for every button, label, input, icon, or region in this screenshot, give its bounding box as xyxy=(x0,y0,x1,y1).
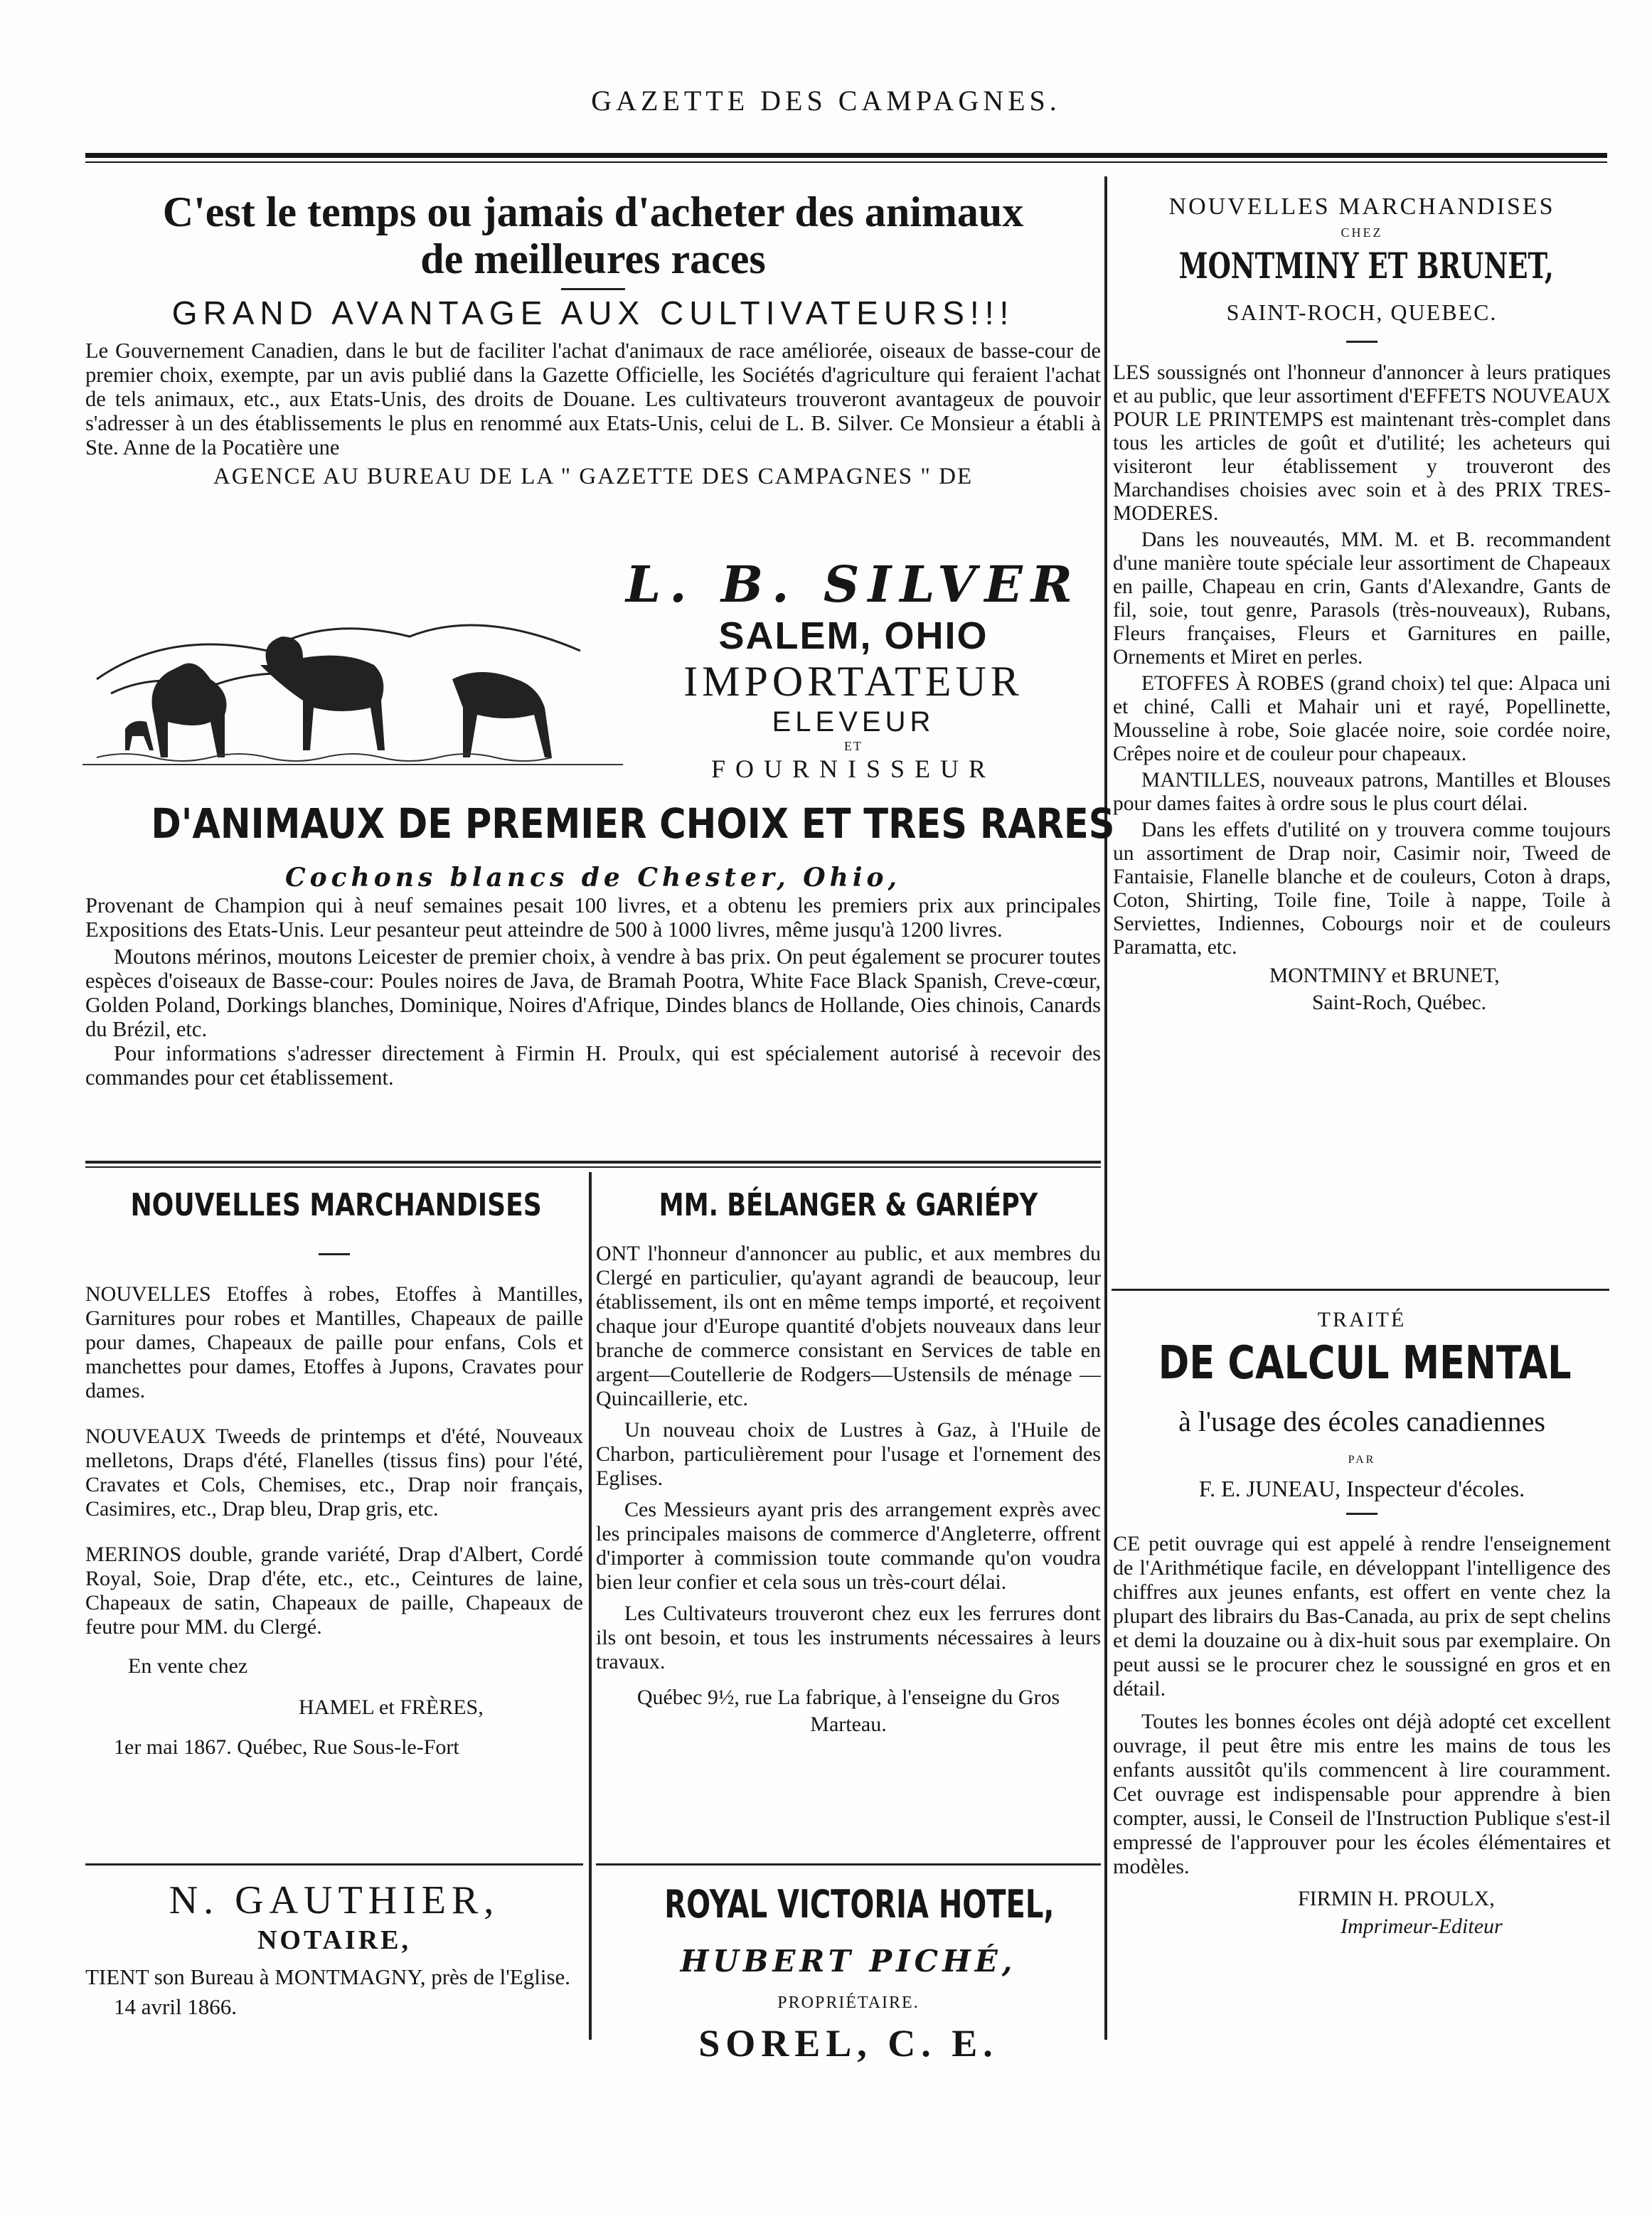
champion-paragraph: Provenant de Champion qui à neuf semaines pesait 100 livres, et a obtenu les premiers prix aux principales Expositions des Etats-Unis. Leur pesanteur peut atteindre de 500 à 1000 livres, même jusqu'à 1200 livres. xyxy=(85,893,1101,942)
calcul-author: F. E. JUNEAU, Inspecteur d'écoles. xyxy=(1198,1476,1525,1501)
belanger-title-text: MM. BÉLANGER & GARIÉPY xyxy=(659,1187,1038,1223)
section-rule-left-2 xyxy=(85,1166,1101,1168)
silver-details xyxy=(85,797,1115,1090)
headline-divider xyxy=(561,288,625,290)
animaux-heading: D'ANIMAUX DE PREMIER CHOIX ET TRES RARES xyxy=(151,799,1115,848)
gauthier-date: 14 avril 1866. xyxy=(114,1994,238,2019)
silver-name-block xyxy=(612,555,1095,784)
headline-line-1: C'est le temps ou jamais d'acheter des animaux xyxy=(162,188,1024,235)
gauthier-advertisement xyxy=(85,1878,583,2021)
section-rule-hotel xyxy=(596,1863,1101,1866)
gauthier-body: TIENT son Bureau à MONTMAGNY, près de l'Eglise. xyxy=(85,1964,571,1989)
montminy-paragraph-5: Dans les effets d'utilité on y trouvera comme toujours un assortiment de Drap noir, Casimir noir, Tweed de Fantaisie, Flanelle blanche et de couleurs, Coton à draps, Coton, Shirting, Toile fine, Toile à nappe, Toile à Serviettes, Indiennes, Cobourgs noir et de couleurs Paramatta, etc. xyxy=(1113,819,1611,959)
belanger-paragraph-1: ONT l'honneur d'annoncer au public, et aux membres du Clergé en particulier, qu'ayant agrandi de beaucoup, leur établissement, ils ont en même temps importé, et reçoivent chaque jour d'Europe quantité d'objets nouveaux dans leur branche de commerce consistant en Services de table en argent—Coutellerie de Rodgers—Ustensils de ménage — Quincaillerie, etc. xyxy=(596,1242,1101,1410)
gauthier-title: NOTAIRE, xyxy=(257,1925,412,1955)
hamel-paragraph-2: NOUVEAUX Tweeds de printemps et d'été, Nouveaux melletons, Draps d'été, Flanelles (tissus fins) pour l'été, Cravates et Cols, Chemises, etc., Drap noir français, Casimires, etc., Drap bleu, Drap gris, etc. xyxy=(85,1425,583,1521)
calcul-paragraph-1: CE petit ouvrage qui est appelé à rendre l'enseignement de l'Arithmétique facile, en développant l'intelligence des chiffres aux jeunes enfants, est offert en vente chez la plupart des librairs du Bas-Canada, au prix de sept chelins et demi la douzaine ou à dix-huit sous par exemplaire. On peut aussi se le procurer chez le soussigné en gros et en détail. xyxy=(1113,1532,1611,1701)
headline-line-2: de meilleures races xyxy=(420,235,766,282)
calcul-signature-2: Imprimeur-Editeur xyxy=(1341,1915,1503,1938)
masthead: GAZETTE DES CAMPAGNES. xyxy=(591,85,1061,117)
hotel-owner: HUBERT PICHÉ, xyxy=(680,1944,1017,1979)
calcul-title: DE CALCUL MENTAL xyxy=(1158,1337,1572,1390)
belanger-paragraph-3: Ces Messieurs ayant pris des arrangement exprès avec les principales maisons de commerce d'Angleterre, offrent d'importer à commission toute commande qu'on voudra bien leur confier et cela sous un très-court délai. xyxy=(596,1498,1101,1594)
agency-line: AGENCE AU BUREAU DE LA " GAZETTE DES CAMPAGNES " DE xyxy=(213,464,974,489)
belanger-paragraph-2: Un nouveau choix de Lustres à Gaz, à l'Huile de Charbon, particulièrement pour l'usage et l'ornement des Eglises. xyxy=(596,1418,1101,1490)
hamel-paragraph-3: MERINOS double, grande variété, Drap d'Albert, Cordé Royal, Soie, Drap d'éte, etc., etc., Ceintures de laine, Chapeaux de satin, Chapeaux de paille, Chapeaux de feutre pour MM. du Clergé. xyxy=(85,1543,583,1639)
hamel-paragraph-1: NOUVELLES Etoffes à robes, Etoffes à Mantilles, Garnitures pour robes et Mantilles, Chapeaux de paille pour dames, Chapeaux de paille pour enfans, Cols et manchettes pour dames, Etoffes à Jupons, Cravates pour dames. xyxy=(85,1282,583,1403)
hotel-name-line xyxy=(596,1878,1101,1942)
montminy-divider xyxy=(1346,341,1377,343)
montminy-chez: CHEZ xyxy=(1341,225,1383,240)
hamel-address: 1er mai 1867. Québec, Rue Sous-le-Fort xyxy=(114,1735,459,1759)
hamel-firm: HAMEL et FRÈRES, xyxy=(299,1696,484,1719)
section-rule-gauthier xyxy=(85,1863,583,1866)
calcul-title-line xyxy=(1113,1334,1611,1405)
cochons-line: Cochons blancs de Chester, Ohio, xyxy=(284,863,902,893)
montminy-title: NOUVELLES MARCHANDISES xyxy=(1168,193,1555,220)
calcul-par: PAR xyxy=(1348,1454,1376,1466)
intro-paragraph: Le Gouvernement Canadien, dans le but de faciliter l'achat d'animaux de race améliorée, oiseaux de basse-cour de premier choix, exempte, par un avis publié dans la Gazette Officielle, les Sociétés d'agriculture qui feraient l'achat de tels animaux, etc., aux Etats-Unis, des droits de Douane. Les cultivateurs trouveront avantageux de pouvoir s'adresser à un des établissements le plus en renommé aux Etats-Unis, celui de L. B. Silver. Ce Monsieur a établi à Ste. Anne de la Pocatière une xyxy=(85,339,1101,459)
column-rule-right xyxy=(1104,176,1107,2040)
calcul-subtitle: à l'usage des écoles canadiennes xyxy=(1178,1405,1545,1437)
section-rule-calcul xyxy=(1112,1289,1609,1291)
montminy-place: SAINT-ROCH, QUEBEC. xyxy=(1226,299,1498,325)
belanger-advertisement xyxy=(596,1181,1101,1738)
belanger-title xyxy=(596,1181,1101,1238)
horses-illustration xyxy=(82,587,623,772)
montminy-paragraph-4: MANTILLES, nouveaux patrons, Mantilles et Blouses pour dames faites à ordre sous le plus court délai. xyxy=(1113,769,1611,815)
hamel-title-text: NOUVELLES MARCHANDISES xyxy=(130,1187,542,1223)
belanger-paragraph-4: Les Cultivateurs trouveront chez eux les ferrures dont ils ont besoin, et tous les instruments nécessaires à leurs travaux. xyxy=(596,1602,1101,1673)
animaux-line xyxy=(85,797,1115,862)
belanger-address: Québec 9½, rue La fabrique, à l'enseigne du Gros Marteau. xyxy=(636,1686,1060,1736)
hamel-title xyxy=(85,1181,583,1238)
calcul-advertisement xyxy=(1113,1306,1611,1940)
montminy-advertisement xyxy=(1113,192,1611,1016)
calcul-signature-1: FIRMIN H. PROULX, xyxy=(1298,1887,1495,1910)
montminy-paragraph-3: ETOFFES À ROBES (grand choix) tel que: Alpaca uni et chiné, Calli et Mahair uni et rayé, Popellinette, Mousseline à robe, Soie glacée noire, soie cordée noire, Crêpes noire et de couleur pour chapeaux. xyxy=(1113,672,1611,765)
hotel-place: SOREL, C. E. xyxy=(698,2022,998,2065)
silver-name: L. B. SILVER xyxy=(626,555,1081,614)
hotel-advertisement xyxy=(596,1878,1101,2067)
et-line: ET xyxy=(844,739,863,753)
hamel-en-vente: En vente chez xyxy=(128,1654,248,1678)
salem-line: SALEM, OHIO xyxy=(718,614,988,657)
importateur-line: IMPORTATEUR xyxy=(683,658,1023,705)
moutons-paragraph: Moutons mérinos, moutons Leicester de premier choix, à vendre à bas prix. On peut également se procurer toutes espèces d'oiseaux de Basse-cour: Poules noires de Java, de Bramah Pootra, White Face Black Spanish, Creve-cœur, Golden Poland, Dorkings blanches, Dominique, Noires d'Afrique, Dindes blancs de Hollande, Oies chinois, Canards du Brézil, etc. xyxy=(85,944,1101,1041)
hotel-name: ROYAL VICTORIA HOTEL, xyxy=(664,1882,1055,1927)
montminy-signature-1: MONTMINY et BRUNET, xyxy=(1269,964,1500,987)
eleveur-line: ELEVEUR xyxy=(772,706,935,738)
hotel-role: PROPRIÉTAIRE. xyxy=(777,1994,920,2012)
column-rule-middle xyxy=(589,1172,592,2040)
gauthier-name: N. GAUTHIER, xyxy=(169,1878,500,1922)
montminy-firm: MONTMINY ET BRUNET, xyxy=(1178,245,1554,287)
montminy-signature-2: Saint-Roch, Québec. xyxy=(1312,991,1486,1014)
calcul-paragraph-2: Toutes les bonnes écoles ont déjà adopté cet excellent ouvrage, il peut être mis entre les mains de tous les enfants aussitôt qu'ils commencent à lire couramment. Cet ouvrage est indispensable pour apprendre à bien compter, aussi, le Conseil de l'Instruction Publique s'est-il empressé de l'approuver pour les écoles élémentaires et modèles. xyxy=(1113,1710,1611,1878)
hamel-divider xyxy=(319,1253,350,1255)
informations-paragraph: Pour informations s'adresser directement à Firmin H. Proulx, qui est spécialement autorisé à recevoir des commandes pour cet établissement. xyxy=(85,1041,1101,1090)
hamel-advertisement xyxy=(85,1181,583,1760)
subheadline: GRAND AVANTAGE AUX CULTIVATEURS!!! xyxy=(171,294,1015,331)
masthead-rule-thin xyxy=(85,161,1607,163)
montminy-firm-line xyxy=(1113,243,1611,298)
montminy-paragraph-1: LES soussignés ont l'honneur d'annoncer à leurs pratiques et au public, que leur assortiment d'EFFETS NOUVEAUX POUR LE PRINTEMPS est maintenant très-complet dans tous les articles de goût et d'utilité; les acheteurs qui visiteront leur établissement y trouveront des Marchandises choisies avec soin et à des PRIX TRES-MODERES. xyxy=(1113,361,1611,525)
calcul-divider xyxy=(1346,1513,1377,1515)
calcul-traite: TRAITÉ xyxy=(1317,1308,1407,1331)
fournisseur-line: FOURNISSEUR xyxy=(710,755,996,783)
masthead-rule xyxy=(85,153,1607,158)
section-rule-left xyxy=(85,1161,1101,1164)
montminy-paragraph-2: Dans les nouveautés, MM. M. et B. recommandent d'une manière toute spéciale leur assortiment de Chapeaux en paille, Chapeau en crin, Gants d'Alexandre, Gants de fil, soie, tout genre, Parasols (très-nouveaux), Rubans, Fleurs françaises, Fleurs et Garnitures en paille, Ornements et Miret en perles. xyxy=(1113,528,1611,669)
